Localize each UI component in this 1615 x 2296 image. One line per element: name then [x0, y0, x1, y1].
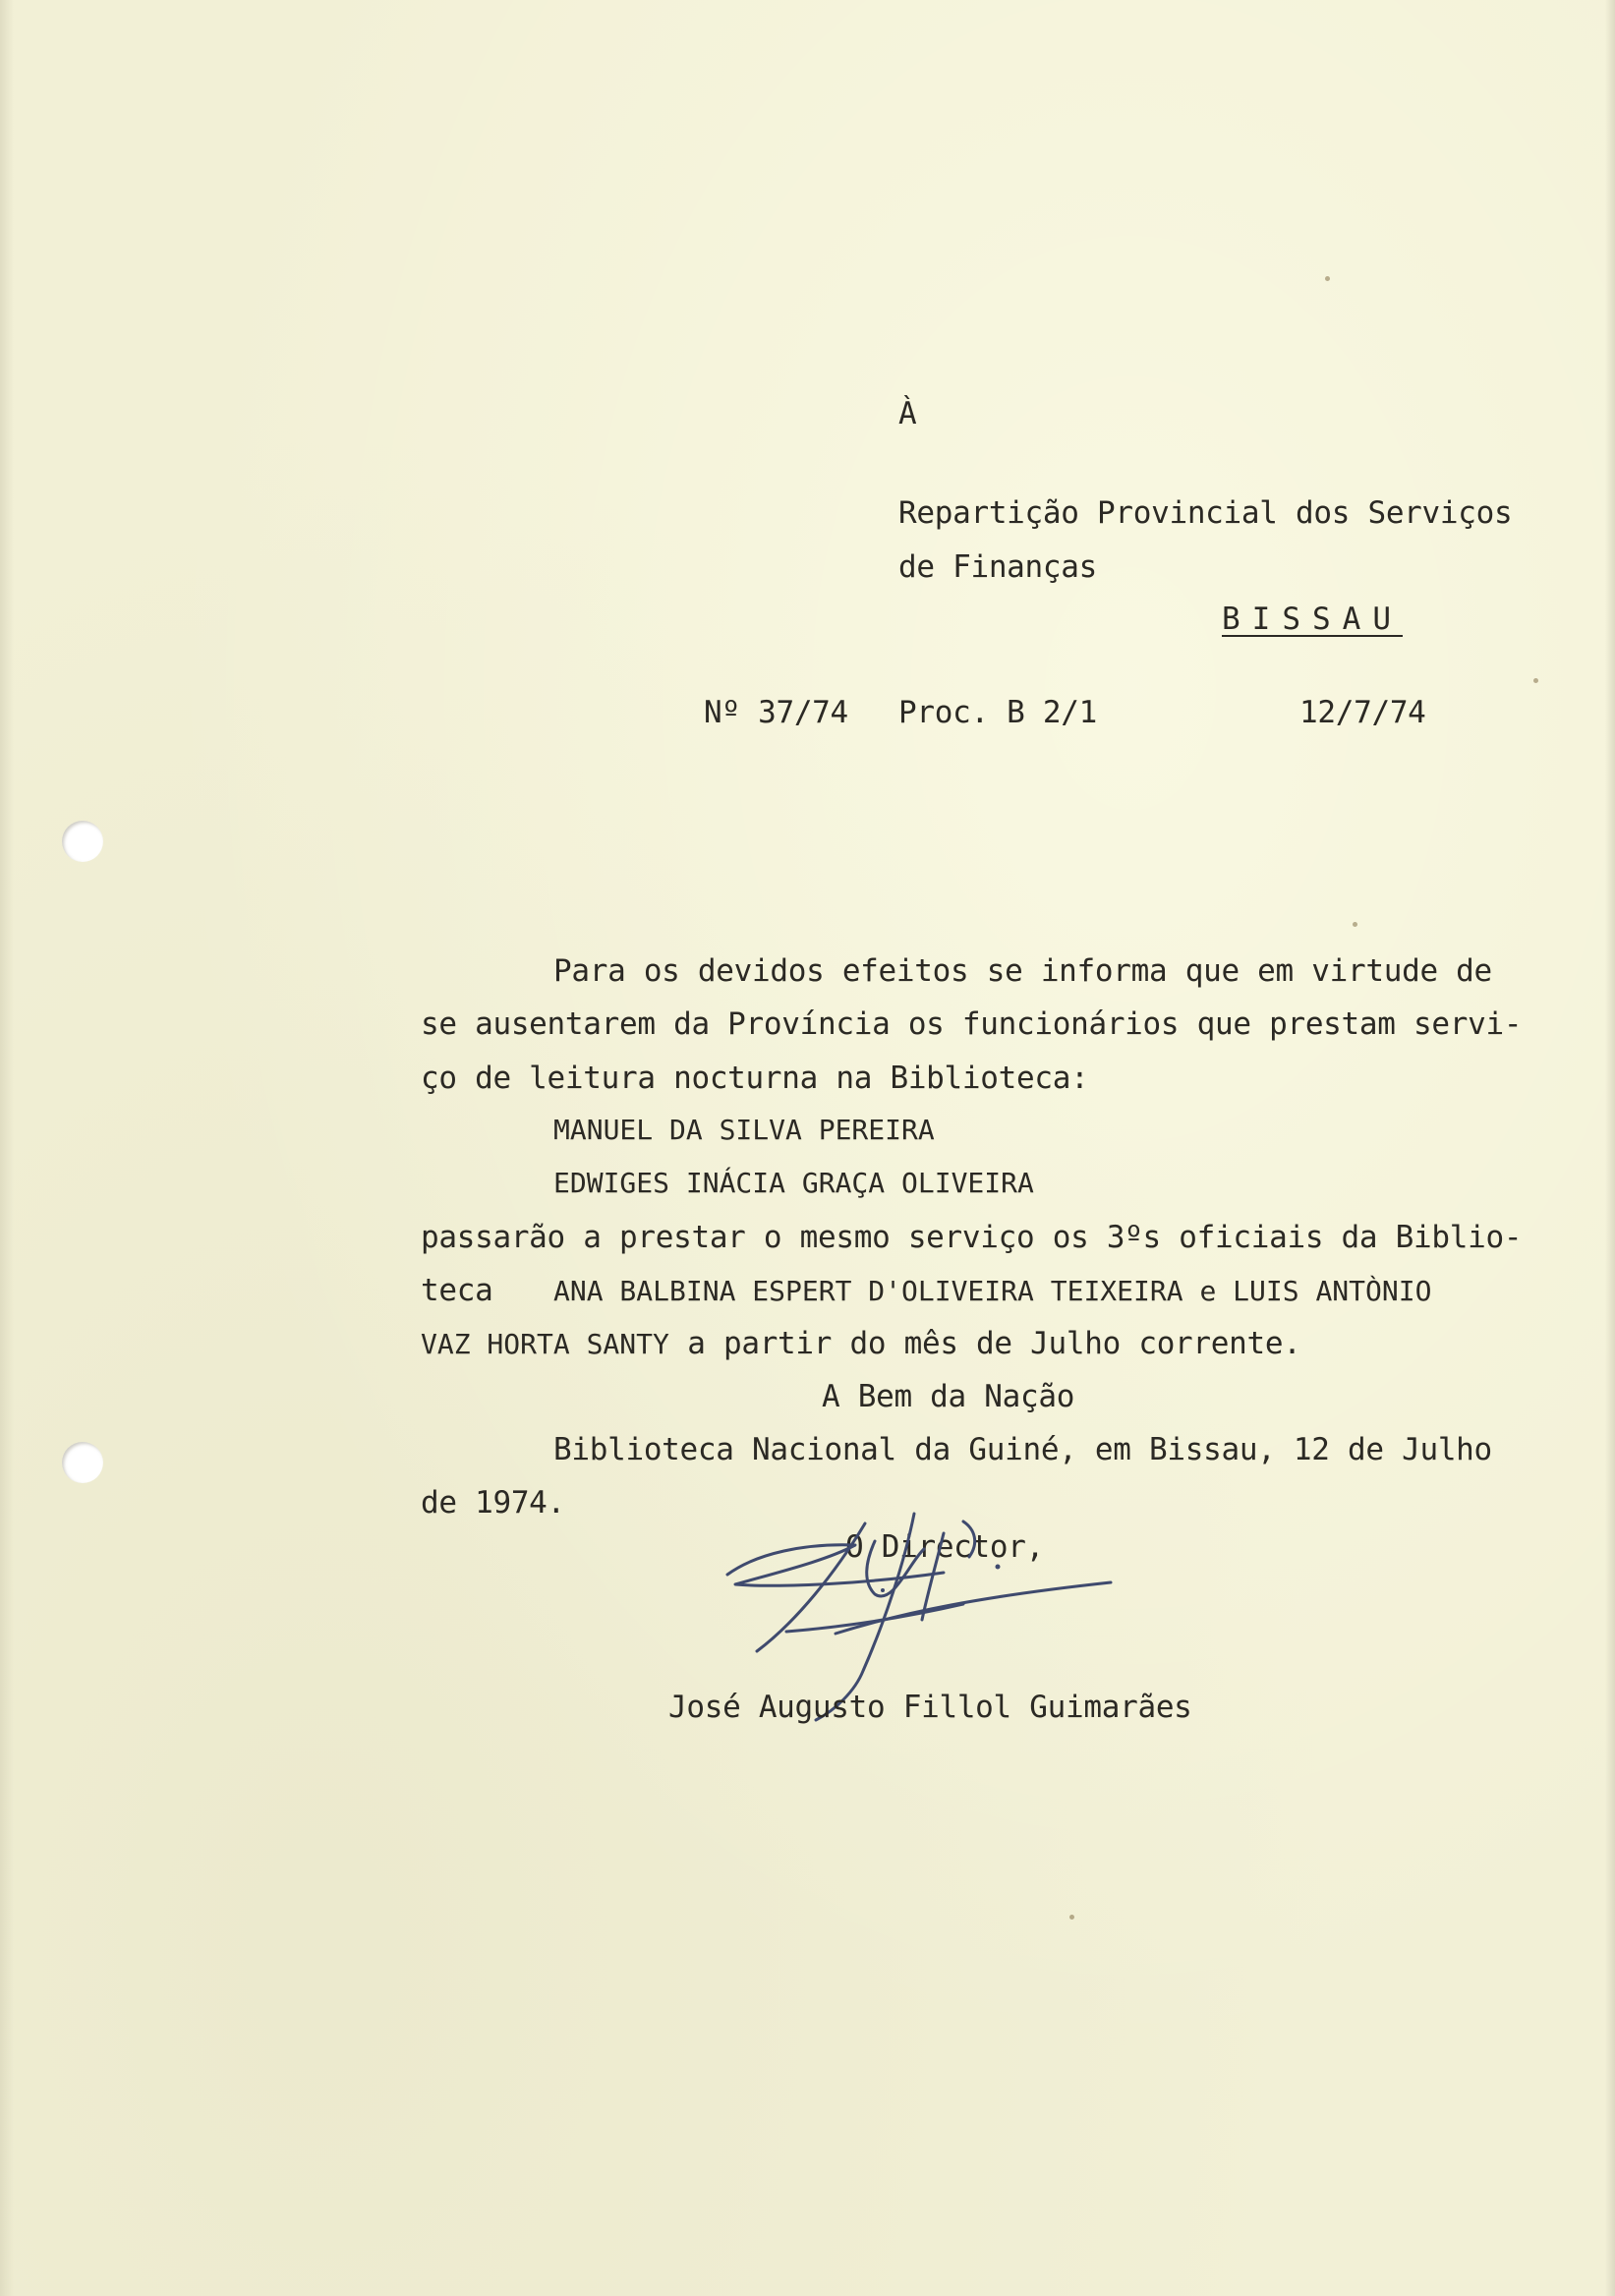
paper-speck: [1325, 276, 1330, 281]
staff-name-1: MANUEL DA SILVA PEREIRA: [553, 1114, 935, 1146]
addressee-line-2: de Finanças: [898, 549, 1097, 585]
reference-number: Nº 37/74: [704, 695, 848, 730]
paper-speck: [1533, 678, 1538, 683]
signatory-role: O Director,: [845, 1529, 1044, 1565]
staff-name-2: EDWIGES INÁCIA GRAÇA OLIVEIRA: [553, 1167, 1034, 1199]
addressee-prefix: À: [898, 396, 917, 431]
body-paragraph-1-line-1: Para os devidos efeitos se informa que em virtude de: [553, 953, 1492, 989]
body-paragraph-1-line-2: se ausentarem da Província os funcionários que prestam servi-: [421, 1006, 1523, 1042]
paper-speck: [1353, 922, 1357, 927]
body-paragraph-2-line-2-word: teca: [421, 1273, 493, 1308]
body-paragraph-2-line-2-names: ANA BALBINA ESPERT D'OLIVEIRA TEIXEIRA e LUIS ANTÒNIO: [553, 1275, 1432, 1307]
reference-date: 12/7/74: [1299, 695, 1426, 730]
paper-edge-shadow: [1605, 0, 1615, 2296]
signatory-name: José Augusto Fillol Guimarães: [668, 1690, 1192, 1725]
closing-salutation: A Bem da Nação: [822, 1379, 1075, 1414]
body-paragraph-2-line-3: [421, 1326, 1301, 1361]
body-paragraph-2-line-1: passarão a prestar o mesmo serviço os 3ºs oficiais da Biblio-: [421, 1220, 1523, 1255]
addressee-city: BISSAU: [1222, 602, 1403, 637]
punch-hole-bottom: [62, 1442, 103, 1483]
new-staff-name-2: VAZ HORTA SANTY: [421, 1328, 669, 1360]
addressee-line-1: Repartição Provincial dos Serviços: [898, 495, 1513, 531]
body-paragraph-1-line-3: ço de leitura nocturna na Biblioteca:: [421, 1061, 1089, 1096]
closing-place-line-1: Biblioteca Nacional da Guiné, em Bissau, 12 de Julho: [553, 1432, 1492, 1467]
reference-process: Proc. B 2/1: [898, 695, 1097, 730]
punch-hole-top: [62, 821, 103, 862]
body-paragraph-2-line-3-rest: a partir do mês de Julho corrente.: [668, 1326, 1301, 1361]
paper-speck: [1069, 1915, 1074, 1920]
closing-place-line-2: de 1974.: [421, 1485, 565, 1521]
